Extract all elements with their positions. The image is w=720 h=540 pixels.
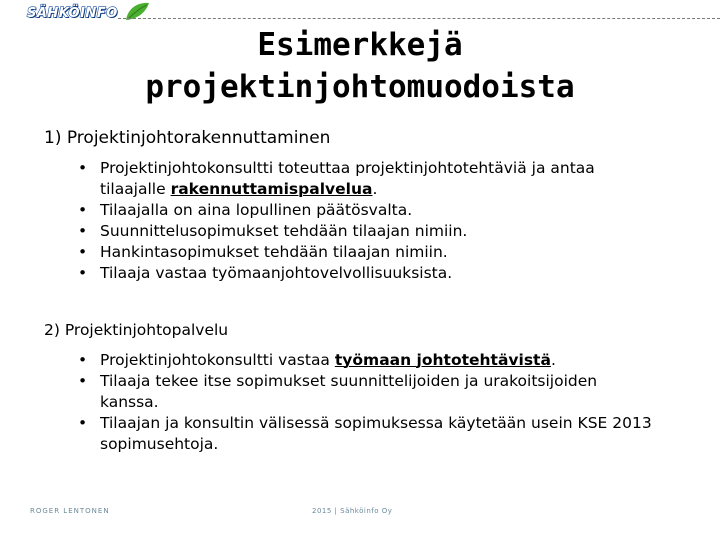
bullet-icon: •	[78, 372, 88, 390]
header-divider	[118, 18, 720, 19]
list-item: • Hankintasopimukset tehdään tilaajan nimiin.	[78, 243, 448, 261]
bullet-icon: •	[78, 243, 88, 261]
list-item: • Projektinjohtokonsultti vastaa työmaan johtotehtävistä.	[78, 351, 556, 369]
list-item: • Tilaaja vastaa työmaanjohtovelvollisuuksista.	[78, 264, 453, 282]
list-item: • Tilaaja tekee itse sopimukset suunnittelijoiden ja urakoitsijoiden kanssa.	[78, 372, 598, 411]
list-item: • Suunnittelusopimukset tehdään tilaajan nimiin.	[78, 222, 468, 240]
emphasis-text: työmaan johtotehtävistä	[334, 351, 551, 369]
title-line-2: projektinjohtomuodoista	[145, 69, 575, 105]
sahkoinfo-logo	[27, 4, 118, 22]
list-item: • Tilaajalla on aina lopullinen päätösvalta.	[78, 201, 413, 219]
section-2-list	[78, 350, 658, 455]
section-2-heading: 2) Projektinjohtopalvelu	[44, 321, 229, 339]
bullet-icon: •	[78, 222, 88, 240]
leaf-icon	[122, 0, 152, 24]
footer-author: ROGER LENTONEN	[30, 507, 110, 515]
list-item: • Projektinjohtokonsultti toteuttaa projektinjohtotehtäviä ja antaa tilaajalle rakennuttamispalvelua.	[78, 159, 595, 198]
emphasis-text: rakennuttamispalvelua	[170, 180, 373, 198]
bullet-icon: •	[78, 159, 88, 177]
page-title	[100, 24, 620, 108]
section-1-list	[78, 158, 658, 284]
bullet-icon: •	[78, 351, 88, 369]
bullet-icon: •	[78, 264, 88, 282]
bullet-icon: •	[78, 201, 88, 219]
list-item: • Tilaajan ja konsultin välisessä sopimuksessa käytetään usein KSE 2013 sopimusehtoja.	[78, 414, 652, 453]
section-1-heading: 1) Projektinjohtorakennuttaminen	[44, 128, 331, 148]
logo-text: SÄHKÖINFO	[27, 5, 118, 21]
title-line-1: Esimerkkejä	[257, 27, 463, 63]
footer-copyright: 2015 | Sähköinfo Oy	[312, 507, 393, 515]
bullet-icon: •	[78, 414, 88, 432]
